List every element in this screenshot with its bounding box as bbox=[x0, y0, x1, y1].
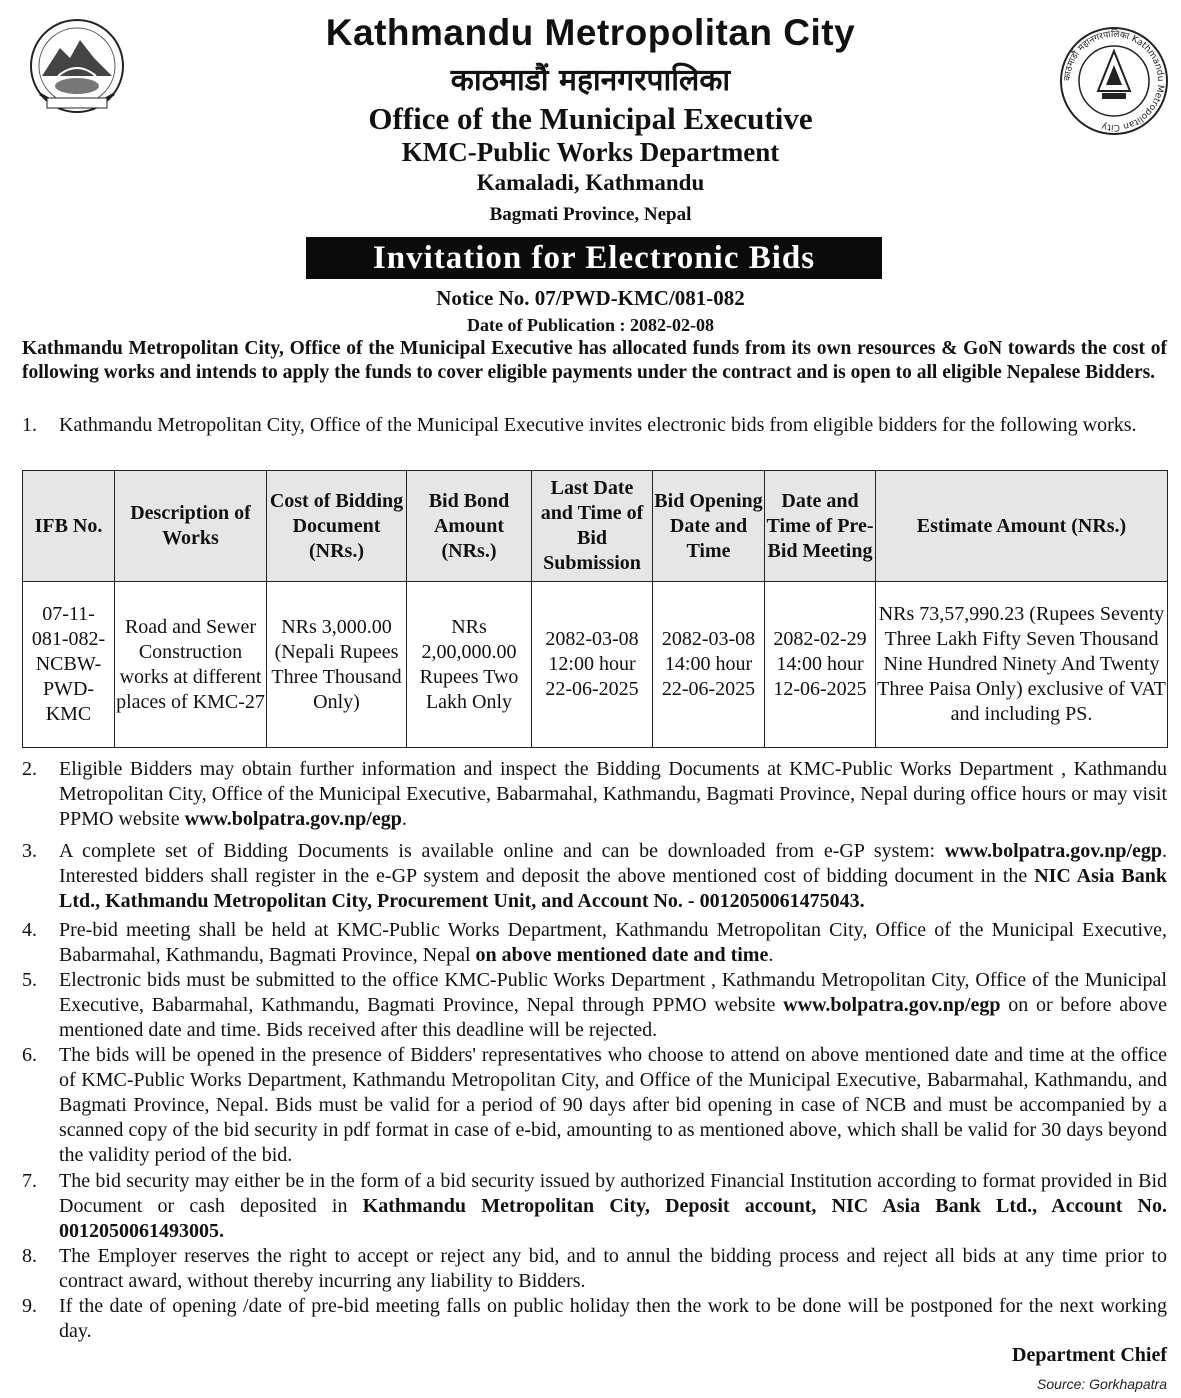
item-text bbox=[59, 918, 1167, 968]
text-part: Electronic bids must be submitted to the office KMC-Public Works Department , Kathmandu Metropolitan City, Office of the Municipal Executive, Babarmahal, Kathmandu, Bagmati Province, Nepal through PPMO website bbox=[59, 969, 1167, 1016]
seal-ring-text: काठमाडौं महानगरपालिका Kathmandu Metropolitan City bbox=[1062, 29, 1166, 133]
open-date-bs: 2082-03-08 bbox=[661, 628, 756, 650]
cell-estimate: NRs 73,57,990.23 (Rupees Seventy Three Lakh Fifty Seven Thousand Nine Hundred Ninety And Twenty Three Paisa Only) exclusive of VAT and including PS. bbox=[876, 582, 1168, 748]
office-province: Bagmati Province, Nepal bbox=[489, 204, 692, 225]
source-credit: Source: Gorkhapatra bbox=[1037, 1376, 1167, 1392]
item-number: 9. bbox=[22, 1295, 37, 1317]
open-date-ad: 22-06-2025 bbox=[661, 678, 756, 700]
cell-bid-bond: NRs 2,00,000.00 Rupees Two Lakh Only bbox=[407, 582, 532, 748]
item-number: 7. bbox=[22, 1170, 37, 1192]
deposit-account-text: Kathmandu Metropolitan City, Deposit account, NIC Asia Bank Ltd., Account No. 0012050061493005. bbox=[59, 1195, 1168, 1242]
col-ifb-no: IFB No. bbox=[23, 471, 115, 582]
item-number: 2. bbox=[22, 758, 37, 780]
text-part: . Interested bidders shall register in the e-GP system and deposit the above mentioned cost of bidding document in the bbox=[59, 840, 1167, 887]
item-1 bbox=[22, 413, 1167, 438]
text-part: . bbox=[401, 808, 407, 830]
department-title: KMC-Public Works Department bbox=[401, 137, 780, 167]
city-title: Kathmandu Metropolitan City bbox=[325, 12, 856, 53]
text-part: Pre-bid meeting shall be held at KMC-Public Works Department, Kathmandu Metropolitan City, Office of the Municipal Executive, Babarmahal, Kathmandu, Bagmati Province, Nepal bbox=[59, 919, 1167, 966]
cell-opening bbox=[653, 582, 765, 748]
cell-ifb-no: 07-11-081-082-NCBW-PWD-KMC bbox=[23, 582, 115, 748]
cell-description: Road and Sewer Construction works at different places of KMC-27 bbox=[115, 582, 267, 748]
ppmo-link[interactable]: www.bolpatra.gov.np/egp bbox=[783, 994, 1001, 1016]
col-estimate: Estimate Amount (NRs.) bbox=[876, 471, 1168, 582]
item-2 bbox=[22, 757, 1167, 832]
last-date-bs: 2082-03-08 bbox=[545, 628, 639, 650]
item-6 bbox=[22, 1043, 1167, 1168]
item-3 bbox=[22, 839, 1167, 914]
publication-date: Date of Publication : 2082-02-08 bbox=[467, 315, 714, 335]
item-text: The bids will be opened in the presence of Bidders' representatives who choose to attend on above mentioned date and time at the office of KMC-Public Works Department, Kathmandu Metropolitan City, and Office of the Municipal Executive, Babarmahal, Kathmandu, and Bagmati Province, Nepal. Bids must be valid for a period of 90 days after bid opening in case of NCB and must be accompanied by a scanned copy of the bid security in pdf format in case of e-bid, amounting to as mentioned above, which shall be valid for 30 days beyond the validity period of the bid. bbox=[59, 1044, 1167, 1166]
pre-time: 14:00 hour bbox=[776, 653, 864, 675]
pre-date-bs: 2082-02-29 bbox=[773, 628, 867, 650]
col-bid-bond: Bid Bond Amount (NRs.) bbox=[407, 471, 532, 582]
item-7 bbox=[22, 1169, 1167, 1244]
text-part: . bbox=[768, 944, 774, 966]
col-opening: Bid Opening Date and Time bbox=[653, 471, 765, 582]
text-part: The bid security may either be in the form of a bid security issued by authorized Financial Institution according to format provided in Bid Document or cash deposited in bbox=[59, 1170, 1167, 1217]
emphasis-text: on above mentioned date and time bbox=[475, 944, 769, 966]
signature: Department Chief bbox=[1012, 1344, 1167, 1366]
notice-number: Notice No. 07/PWD-KMC/081-082 bbox=[436, 286, 745, 310]
ppmo-link[interactable]: www.bolpatra.gov.np/egp bbox=[184, 808, 402, 830]
text-part: A complete set of Bidding Documents is available online and can be downloaded from e-GP system: bbox=[59, 840, 945, 862]
office-title: Office of the Municipal Executive bbox=[368, 101, 813, 136]
item-text bbox=[59, 839, 1167, 914]
open-time: 14:00 hour bbox=[664, 653, 753, 675]
text-part: on or before above mentioned date and time. Bids received after this deadline will be rejected. bbox=[59, 994, 1167, 1041]
item-text bbox=[59, 1169, 1167, 1244]
text-part: Eligible Bidders may obtain further information and inspect the Bidding Documents at KMC-Public Works Department , Kathmandu Metropolitan City, Office of the Municipal Executive, Babarmahal, Kathmandu, Bagmati Province, Nepal during office hours or may visit PPMO website bbox=[59, 758, 1167, 830]
notice-banner: Invitation for Electronic Bids bbox=[306, 237, 882, 279]
item-number: 6. bbox=[22, 1044, 37, 1066]
table-row bbox=[23, 582, 1168, 748]
nepali-title: काठमाडौं महानगरपालिका bbox=[450, 63, 731, 98]
bank-account-text: NIC Asia Bank Ltd., Kathmandu Metropolitan City, Procurement Unit, and Account No. - 0012050061475043. bbox=[59, 865, 1167, 912]
cell-last-date bbox=[532, 582, 653, 748]
item-9 bbox=[22, 1294, 1167, 1344]
cell-cost: NRs 3,000.00 (Nepali Rupees Three Thousand Only) bbox=[267, 582, 407, 748]
table-header-row bbox=[23, 471, 1168, 582]
pre-date-ad: 12-06-2025 bbox=[773, 678, 867, 700]
bid-table bbox=[22, 470, 1168, 748]
item-4 bbox=[22, 918, 1167, 968]
col-cost: Cost of Bidding Document (NRs.) bbox=[267, 471, 407, 582]
cell-prebid bbox=[765, 582, 876, 748]
item-text: If the date of opening /date of pre-bid meeting falls on public holiday then the work to be done will be postponed for the next working day. bbox=[59, 1295, 1167, 1342]
col-last-date: Last Date and Time of Bid Submission bbox=[532, 471, 653, 582]
last-date-ad: 22-06-2025 bbox=[545, 678, 639, 700]
item-5 bbox=[22, 968, 1167, 1043]
item-number: 8. bbox=[22, 1245, 37, 1267]
item-text: Kathmandu Metropolitan City, Office of the Municipal Executive invites electronic bids from eligible bidders for the following works. bbox=[59, 414, 1137, 436]
item-8 bbox=[22, 1244, 1167, 1294]
col-prebid: Date and Time of Pre-Bid Meeting bbox=[765, 471, 876, 582]
item-number: 4. bbox=[22, 919, 37, 941]
office-address: Kamaladi, Kathmandu bbox=[476, 170, 705, 195]
last-time: 12:00 hour bbox=[548, 653, 636, 675]
col-description: Description of Works bbox=[115, 471, 267, 582]
item-number: 1. bbox=[22, 414, 37, 436]
egp-link[interactable]: www.bolpatra.gov.np/egp bbox=[944, 840, 1162, 862]
intro-paragraph: Kathmandu Metropolitan City, Office of the Municipal Executive has allocated funds from its own resources & GoN towards the cost of following works and intends to apply the funds to cover eligible payments under the contract and is open to all eligible Nepalese Bidders. bbox=[22, 338, 1167, 383]
item-number: 5. bbox=[22, 969, 37, 991]
item-number: 3. bbox=[22, 840, 37, 862]
item-text: The Employer reserves the right to accept or reject any bid, and to annul the bidding process and reject all bids at any time prior to contract award, without thereby incurring any liability to Bidders. bbox=[59, 1245, 1167, 1292]
item-text bbox=[59, 968, 1167, 1043]
item-text bbox=[59, 757, 1167, 832]
